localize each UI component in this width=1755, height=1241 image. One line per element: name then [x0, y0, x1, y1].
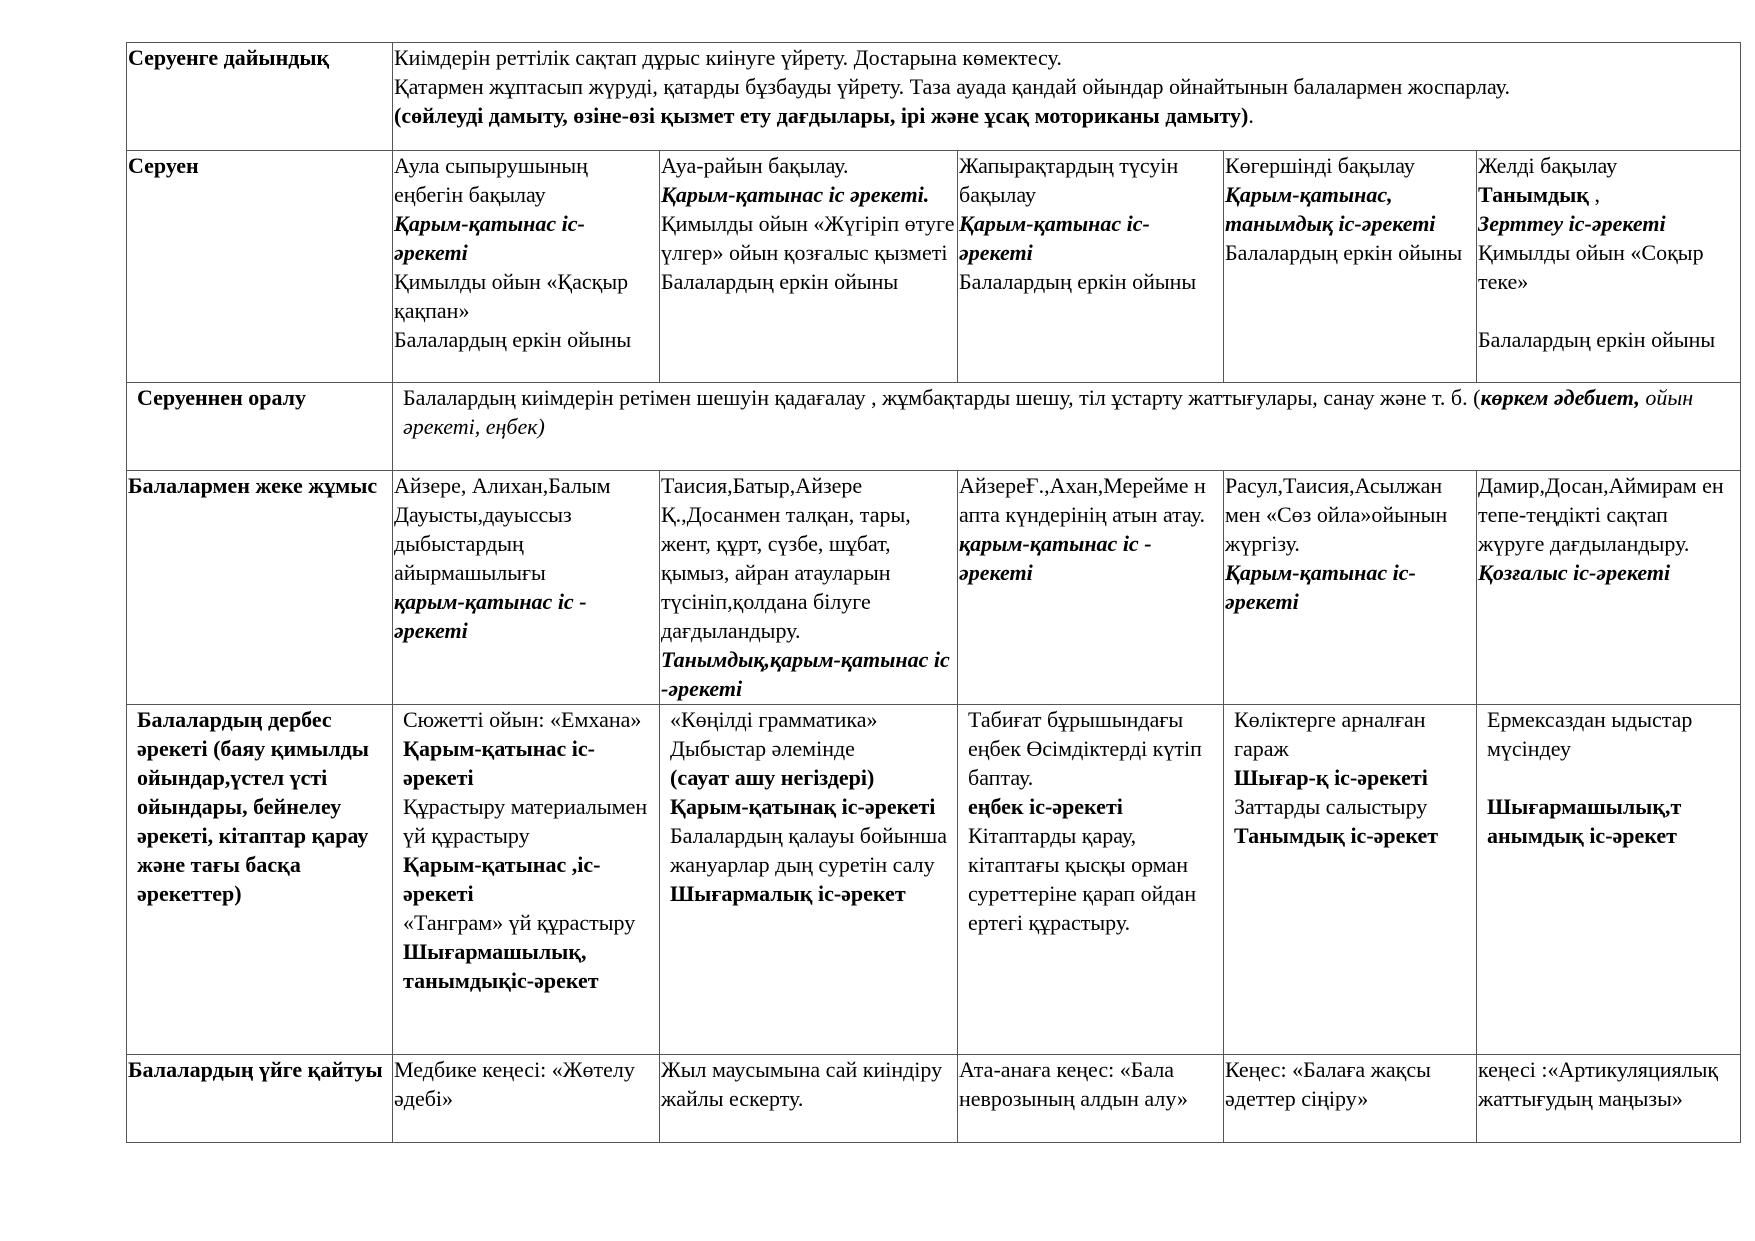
row-label-going-home: Балалардың үйге қайтуы — [127, 1055, 393, 1143]
walk-preparation-line-3 — [394, 101, 1739, 130]
row-label-walk-preparation: Серуенге дайындық — [127, 43, 393, 151]
individual-cell-1 — [393, 471, 660, 705]
row-label-individual: Балалармен жеке жұмыс — [127, 471, 393, 705]
independent-cell-5-modeling: Ермексаздан ыдыстар мүсіндеу — [1487, 707, 1693, 761]
walk-cell-4-free-play: Балалардың еркін ойыны — [1225, 240, 1463, 265]
walk-cell-2-free-play: Балалардың еркін ойыны — [661, 269, 899, 294]
walk-cell-3-activity: Қарым-қатынас іс-әрекеті — [959, 211, 1150, 265]
independent-cell-3-activity-1: еңбек іс-әрекеті — [968, 794, 1123, 819]
individual-cell-4 — [1224, 471, 1477, 705]
walk-cell-3-observation: Жапырақтардың түсуін бақылау — [959, 153, 1179, 207]
walk-cell-1-activity: Қарым-қатынас іс-әрекеті — [394, 211, 585, 265]
independent-cell-2-grammar: «Көңілді грамматика» Дыбыстар әлемінде — [670, 707, 878, 761]
going-home-cell-5: кеңесі :«Артикуляциялық жаттығудың маңызы» — [1477, 1055, 1741, 1143]
row-individual-work — [127, 471, 1741, 705]
walk-cell-4-observation: Көгершінді бақылау — [1225, 153, 1415, 178]
walk-cell-1 — [393, 151, 660, 383]
independent-cell-4-garage: Көліктерге арналған гараж — [1234, 707, 1426, 761]
independent-cell-1 — [393, 705, 660, 1055]
independent-cell-1-activity-3: Шығармашылық, танымдықіс-әрекет — [403, 939, 599, 993]
independent-cell-2 — [660, 705, 958, 1055]
independent-cell-5 — [1477, 705, 1741, 1055]
walk-cell-5-game: Қимылды ойын «Соқыр теке» — [1478, 240, 1704, 294]
walk-cell-5 — [1477, 151, 1741, 383]
independent-cell-4-compare: Заттарды салыстыру — [1234, 794, 1428, 819]
going-home-cell-2: Жыл маусымына сай киіндіру жайлы ескерту. — [660, 1055, 958, 1143]
independent-cell-2-activity-1: (сауат ашу негіздері) Қарым-қатынақ іс-әрекеті — [670, 765, 936, 819]
independent-cell-4-activity-1: Шығар-қ іс-әрекеті — [1234, 765, 1428, 790]
walk-cell-3-free-play: Балалардың еркін ойыны — [959, 269, 1197, 294]
individual-cell-5-activity: Қозғалыс іс-әрекеті — [1478, 560, 1671, 585]
independent-cell-4 — [1224, 705, 1477, 1055]
individual-cell-1-text: Айзере, Алихан,Балым Дауысты,дауыссыз дыбыстардың айырмашылығы — [394, 473, 611, 585]
row-going-home — [127, 1055, 1741, 1143]
independent-cell-1-build: Құрастыру материалымен үй құрастыру — [403, 794, 648, 848]
walk-cell-5-observation: Желді бақылау — [1478, 153, 1618, 178]
individual-cell-3-activity: қарым-қатынас іс - әрекеті — [959, 531, 1152, 585]
independent-cell-1-activity-1: Қарым-қатынас іс- әрекеті — [403, 736, 595, 790]
independent-cell-3-books: Кітаптарды қарау, кітаптағы қысқы орман суреттеріне қарап ойдан ертегі құрастыру. — [968, 823, 1197, 935]
individual-cell-1-activity: қарым-қатынас іс - әрекеті — [394, 589, 587, 643]
walk-cell-1-game: Қимылды ойын «Қасқыр қақпан» — [394, 269, 629, 323]
independent-cell-2-activity-2: Шығармалық іс-әрекет — [670, 881, 906, 906]
independent-cell-3 — [958, 705, 1224, 1055]
walk-preparation-line-2: Қатармен жұптасып жүруді, қатарды бұзбауды үйрету. Таза ауада қандай ойындар ойнайтынын балалармен жоспарлау. — [394, 74, 1510, 99]
independent-cell-4-activity-2: Танымдық іс-әрекет — [1234, 823, 1439, 848]
individual-cell-4-activity: Қарым-қатынас іс-әрекеті — [1225, 560, 1416, 614]
walk-preparation-content — [393, 43, 1741, 151]
walk-preparation-line-1: Киімдерін реттілік сақтап дұрыс киінуге үйрету. Достарына көмектесу. — [394, 45, 1062, 70]
going-home-cell-4: Кеңес: «Балаға жақсы әдеттер сіңіру» — [1224, 1055, 1477, 1143]
going-home-cell-3: Ата-анаға кеңес: «Бала неврозының алдын алу» — [958, 1055, 1224, 1143]
walk-preparation-skills: (сөйлеуді дамыту, өзіне-өзі қызмет ету дағдылары, ірі және ұсақ моториканы дамыту) — [394, 103, 1249, 128]
walk-cell-5-spacer — [1478, 296, 1739, 325]
walk-cell-2-observation: Ауа-райын бақылау. — [661, 153, 849, 178]
walk-cell-5-cognitive: Танымдық — [1478, 182, 1589, 207]
walk-cell-2-game: Қимылды ойын «Жүгіріп өтуге үлгер» ойын қозғалыс қызметі — [661, 211, 955, 265]
independent-cell-3-nature: Табиғат бұрышындағы еңбек Өсімдіктерді күтіп баптау. — [968, 707, 1202, 790]
independent-cell-1-game: Сюжетті ойын: «Емхана» — [403, 707, 642, 732]
row-walk-preparation — [127, 43, 1741, 151]
individual-cell-5 — [1477, 471, 1741, 705]
walk-cell-2-activity: Қарым-қатынас іс әрекеті. — [661, 182, 930, 207]
walk-cell-3 — [958, 151, 1224, 383]
individual-cell-3 — [958, 471, 1224, 705]
row-return-from-walk — [127, 383, 1741, 471]
individual-cell-2 — [660, 471, 958, 705]
independent-cell-2-drawing: Балалардың қалауы бойынша жануарлар дың суретін салу — [670, 823, 948, 877]
walk-cell-5-research: Зерттеу іс-әрекеті — [1478, 211, 1666, 236]
walk-preparation-period: . — [1248, 103, 1254, 128]
individual-cell-3-text: АйзереҒ.,Ахан,Мерейме н апта күндерінің атын атау. — [959, 473, 1206, 527]
row-label-return: Серуеннен оралу — [127, 383, 393, 471]
going-home-cell-1: Медбике кеңесі: «Жөтелу әдебі» — [393, 1055, 660, 1143]
return-content — [393, 383, 1741, 471]
walk-cell-1-free-play: Балалардың еркін ойыны — [394, 327, 632, 352]
return-text: Балалардың киімдерін ретімен шешуін қадағалау , жұмбақтарды шешу, тіл ұстарту жаттығулары, санау және т. б. ( — [403, 385, 1481, 410]
daily-plan-table — [126, 42, 1741, 1143]
independent-cell-5-activity-1: Шығармашылық,т анымдық іс-әрекет — [1487, 794, 1682, 848]
row-independent-activity — [127, 705, 1741, 1055]
row-label-walk: Серуен — [127, 151, 393, 383]
independent-cell-5-spacer — [1487, 763, 1739, 792]
individual-cell-2-text: Таисия,Батыр,Айзере Қ.,Досанмен талқан, тары, жент, құрт, сүзбе, шұбат, қымыз, айран атауларын түсініп,қолдана білуге дағдыландыру. — [661, 473, 911, 643]
row-walk — [127, 151, 1741, 383]
walk-cell-2 — [660, 151, 958, 383]
walk-cell-4 — [1224, 151, 1477, 383]
return-activities: ойын әрекеті, еңбек) — [403, 385, 1694, 439]
walk-cell-1-observation: Аула сыпырушының еңбегін бақылау — [394, 153, 588, 207]
walk-cell-4-activity: Қарым-қатынас, танымдық іс-әрекеті — [1225, 182, 1436, 236]
walk-cell-5-free-play: Балалардың еркін ойыны — [1478, 327, 1716, 352]
row-label-independent: Балалардың дербес әрекеті (баяу қимылды ойындар,үстел үсті ойындары, бейнелеу әрекеті, кітаптар қарау және тағы басқа әрекеттер) — [127, 705, 393, 1055]
independent-cell-1-activity-2: Қарым-қатынас ,іс-әрекеті — [403, 852, 601, 906]
independent-cell-1-tangram: «Танграм» үй құрастыру — [403, 910, 636, 935]
return-fiction: көркем әдебиет, — [1480, 385, 1640, 410]
individual-cell-4-text: Расул,Таисия,Асылжан мен «Сөз ойла»ойынын жүргізу. — [1225, 473, 1448, 556]
walk-cell-5-cognitive-line — [1478, 180, 1739, 209]
individual-cell-2-activity: Танымдық,қарым-қатынас іс -әрекеті — [661, 647, 950, 701]
individual-cell-5-text: Дамир,Досан,Аймирам ен тепе-теңдікті сақтап жүруге дағдыландыру. — [1478, 473, 1724, 556]
walk-cell-5-comma: , — [1588, 182, 1600, 207]
